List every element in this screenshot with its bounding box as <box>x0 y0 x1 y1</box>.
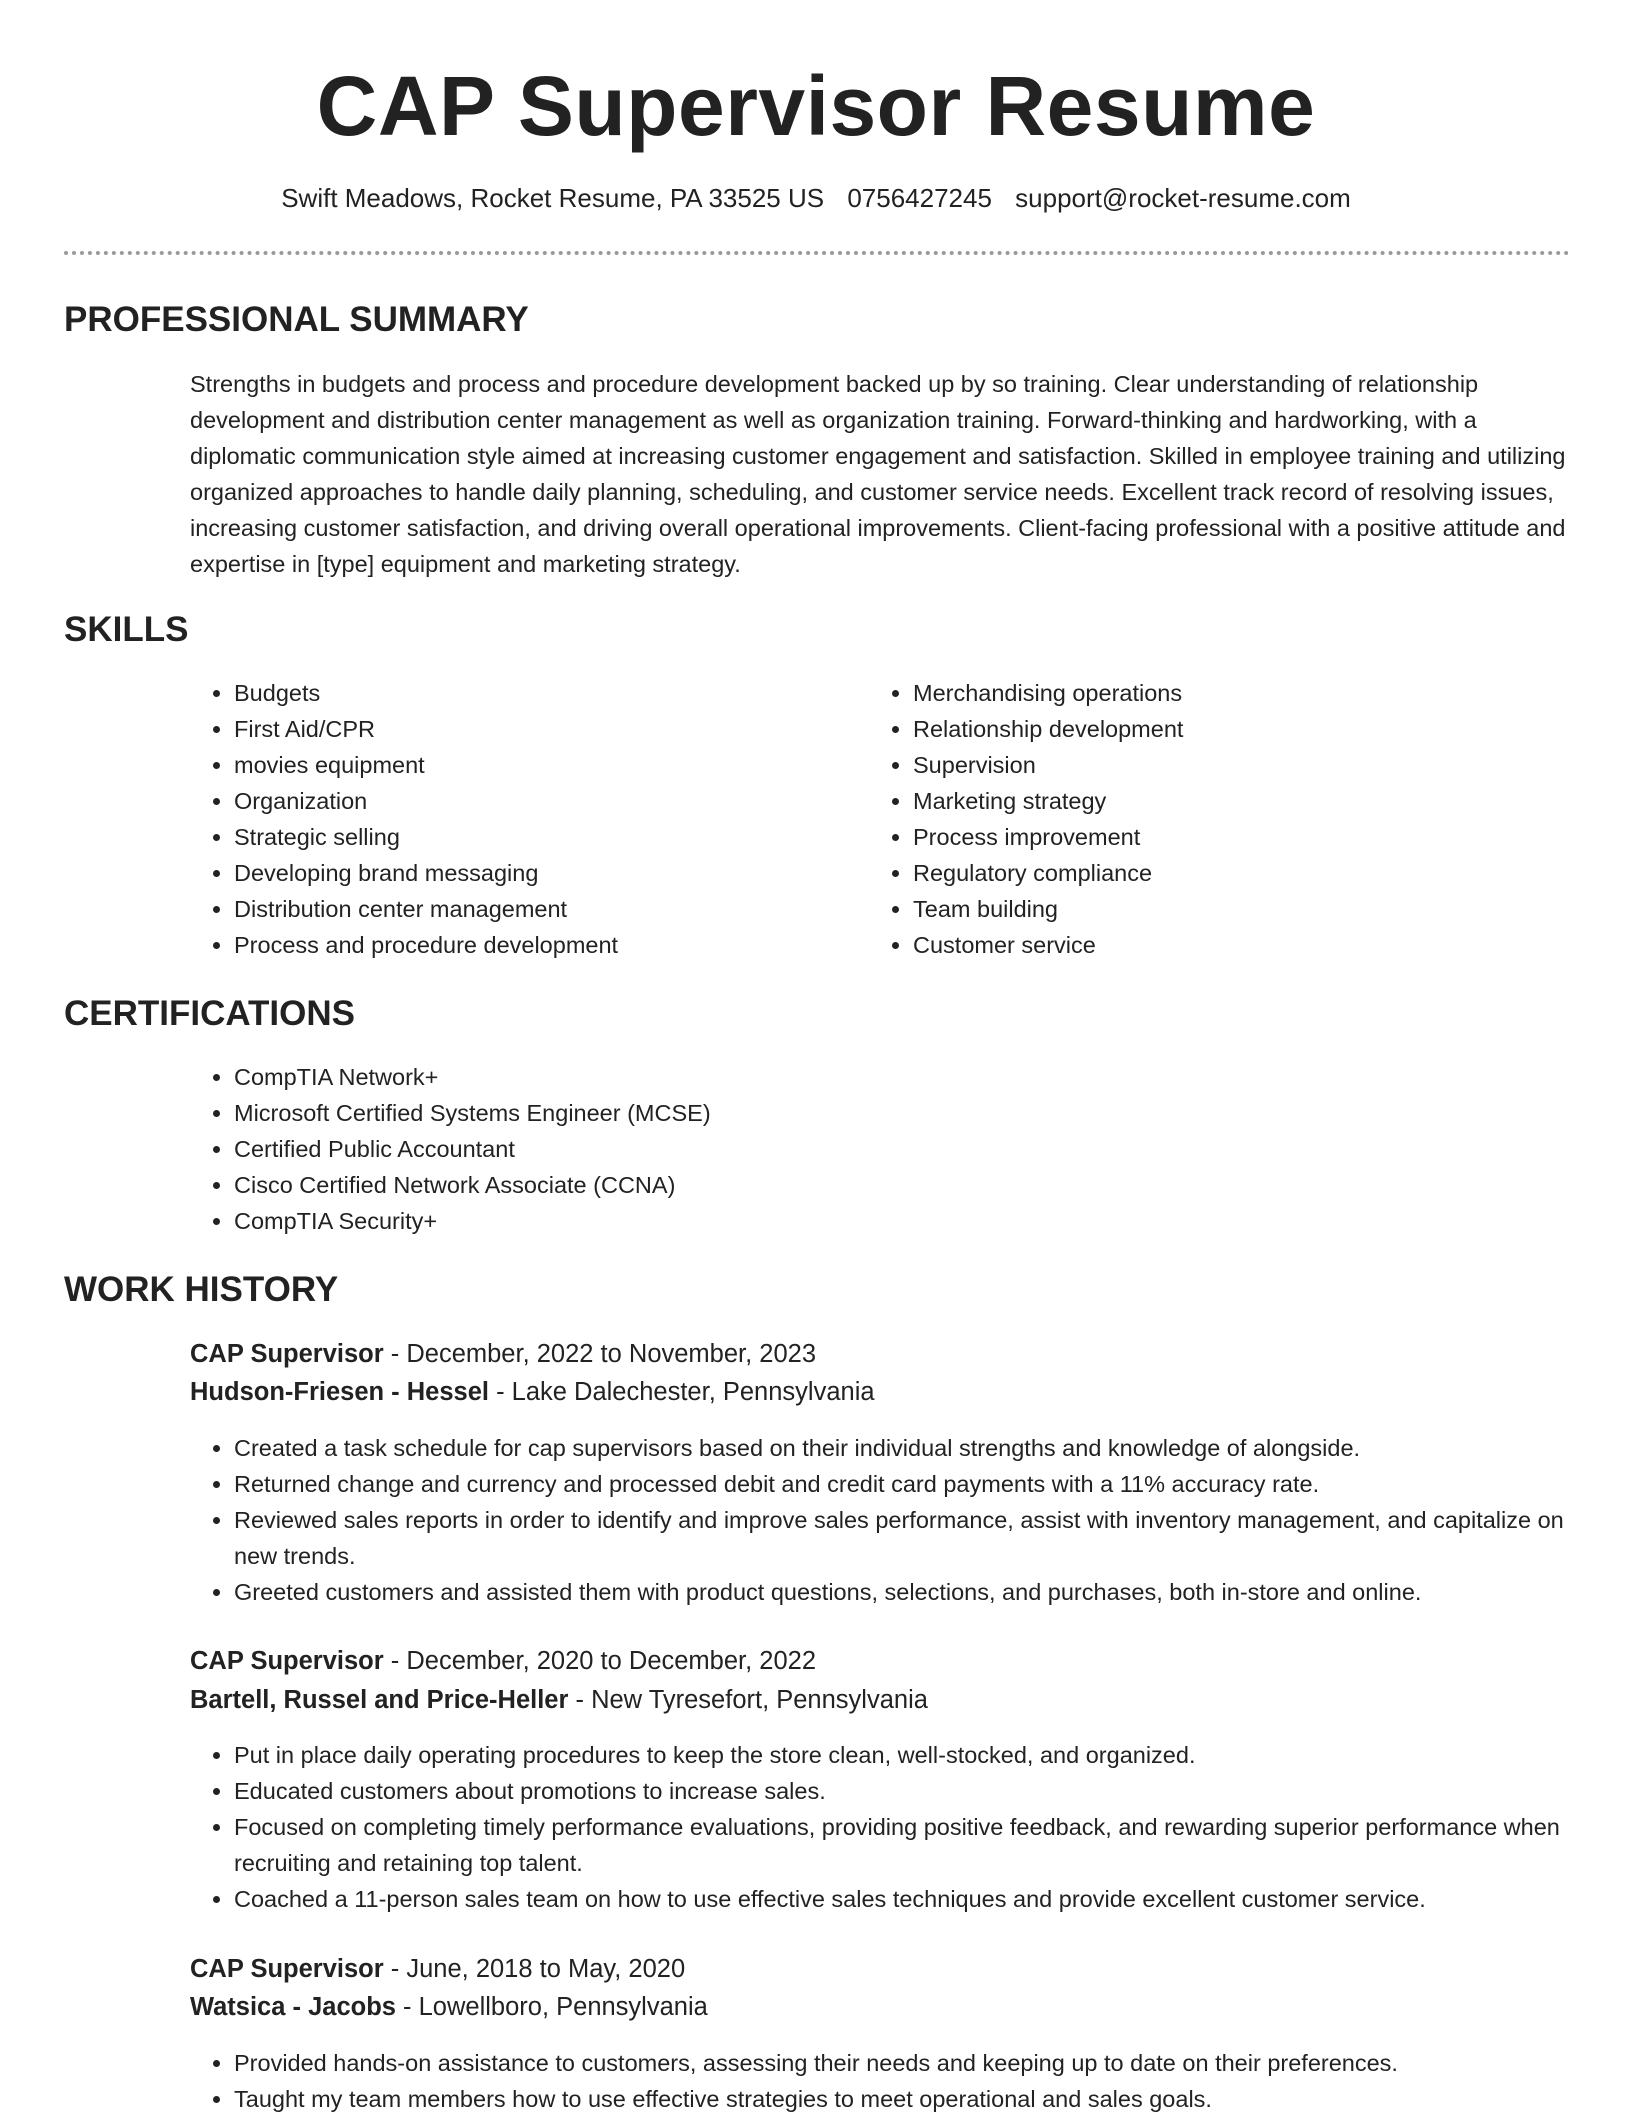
certification-item: • CompTIA Network+ <box>234 1059 1534 1095</box>
header-divider <box>64 251 1570 255</box>
job-dates: - December, 2022 to November, 2023 <box>383 1340 817 1368</box>
summary-text: Strengths in budgets and process and procedure development backed up by so training. Clear understanding of relationship development and distribution center management as well as organization training. Forward-thinking and hardworking, with a diplomatic communication style aimed at increasing customer engagement and satisfaction. Skilled in employee training and utilizing organized approaches to handle daily planning, scheduling, and customer service needs. Excellent track record of resolving issues, increasing customer satisfaction, and driving overall operational improvements. Client-facing professional with a positive attitude and expertise in [type] equipment and marketing strategy. <box>190 371 1566 577</box>
skill-item: • Budgets <box>234 675 834 711</box>
job-bullets <box>190 1737 1574 1917</box>
job-bullet: • Created a task schedule for cap supervisors based on their individual strengths and knowledge of alongside. <box>234 1430 1574 1466</box>
certification-item: • Cisco Certified Network Associate (CCNA) <box>234 1167 1534 1203</box>
skill-item: • Organization <box>234 783 834 819</box>
job-title: CAP Supervisor <box>190 1955 384 1983</box>
skill-item: • Relationship development <box>913 711 1513 747</box>
skill-item: • Customer service <box>913 927 1513 963</box>
job-company-line <box>190 1988 708 2026</box>
job-bullet: • Greeted customers and assisted them with product questions, selections, and purchases, both in-store and online. <box>234 1574 1574 1610</box>
contact-email: support@rocket-resume.com <box>1015 183 1351 213</box>
certifications-heading: CERTIFICATIONS <box>64 994 356 1033</box>
contact-address: Swift Meadows, Rocket Resume, PA 33525 US <box>281 183 825 213</box>
skill-item: • Regulatory compliance <box>913 855 1513 891</box>
certification-item: • Certified Public Accountant <box>234 1131 1534 1167</box>
job-dates: - June, 2018 to May, 2020 <box>383 1955 686 1983</box>
work-history-heading: WORK HISTORY <box>64 1270 339 1309</box>
job-bullet: • Reviewed sales reports in order to identify and improve sales performance, assist with inventory management, and capitalize on new trends. <box>234 1502 1574 1574</box>
skill-item: • Marketing strategy <box>913 783 1513 819</box>
skill-item: • First Aid/CPR <box>234 711 834 747</box>
skill-item: • Developing brand messaging <box>234 855 834 891</box>
job-location: - Lake Dalechester, Pennsylvania <box>489 1378 875 1406</box>
job-title-line <box>190 1950 685 1988</box>
skills-list-left <box>190 675 834 963</box>
job-company-line <box>190 1373 875 1411</box>
job-title-line <box>190 1335 816 1373</box>
skill-item: • Process improvement <box>913 819 1513 855</box>
job-bullets <box>190 2045 1574 2117</box>
job-title: CAP Supervisor <box>190 1647 384 1675</box>
skill-item: • Merchandising operations <box>913 675 1513 711</box>
job-title: CAP Supervisor <box>190 1340 384 1368</box>
job-bullet: • Put in place daily operating procedures to keep the store clean, well-stocked, and organized. <box>234 1737 1574 1773</box>
skill-item: • Supervision <box>913 747 1513 783</box>
job-bullet: • Coached a 11-person sales team on how to use effective sales techniques and provide excellent customer service. <box>234 1881 1574 1917</box>
certification-item: • Microsoft Certified Systems Engineer (MCSE) <box>234 1095 1534 1131</box>
certification-item: • CompTIA Security+ <box>234 1203 1534 1239</box>
job-title-line <box>190 1642 816 1680</box>
skills-list-right <box>869 675 1513 963</box>
job-bullet: • Provided hands-on assistance to customers, assessing their needs and keeping up to date on their preferences. <box>234 2045 1574 2081</box>
contact-phone: 0756427245 <box>847 183 992 213</box>
job-bullets <box>190 1430 1574 1610</box>
job-bullet: • Returned change and currency and processed debit and credit card payments with a 11% accuracy rate. <box>234 1466 1574 1502</box>
skill-item: • Strategic selling <box>234 819 834 855</box>
job-dates: - December, 2020 to December, 2022 <box>383 1647 817 1675</box>
skills-heading: SKILLS <box>64 610 189 649</box>
skill-item: • movies equipment <box>234 747 834 783</box>
certifications-list <box>190 1059 1534 1239</box>
skill-item: • Process and procedure development <box>234 927 834 963</box>
job-bullet: • Educated customers about promotions to increase sales. <box>234 1773 1574 1809</box>
job-location: - Lowellboro, Pennsylvania <box>395 1993 708 2021</box>
skill-item: • Team building <box>913 891 1513 927</box>
summary-heading: PROFESSIONAL SUMMARY <box>64 300 529 339</box>
contact-line <box>0 180 1632 216</box>
job-company: Bartell, Russel and Price-Heller <box>190 1686 569 1714</box>
resume-title: CAP Supervisor Resume <box>316 59 1316 153</box>
job-bullet: • Taught my team members how to use effective strategies to meet operational and sales goals. <box>234 2081 1574 2117</box>
skill-item: • Distribution center management <box>234 891 834 927</box>
job-company-line <box>190 1681 928 1719</box>
job-company: Watsica - Jacobs <box>190 1993 396 2021</box>
job-company: Hudson-Friesen - Hessel <box>190 1378 489 1406</box>
job-location: - New Tyresefort, Pennsylvania <box>568 1686 928 1714</box>
job-bullet: • Focused on completing timely performance evaluations, providing positive feedback, and rewarding superior performance when recruiting and retaining top talent. <box>234 1809 1574 1881</box>
